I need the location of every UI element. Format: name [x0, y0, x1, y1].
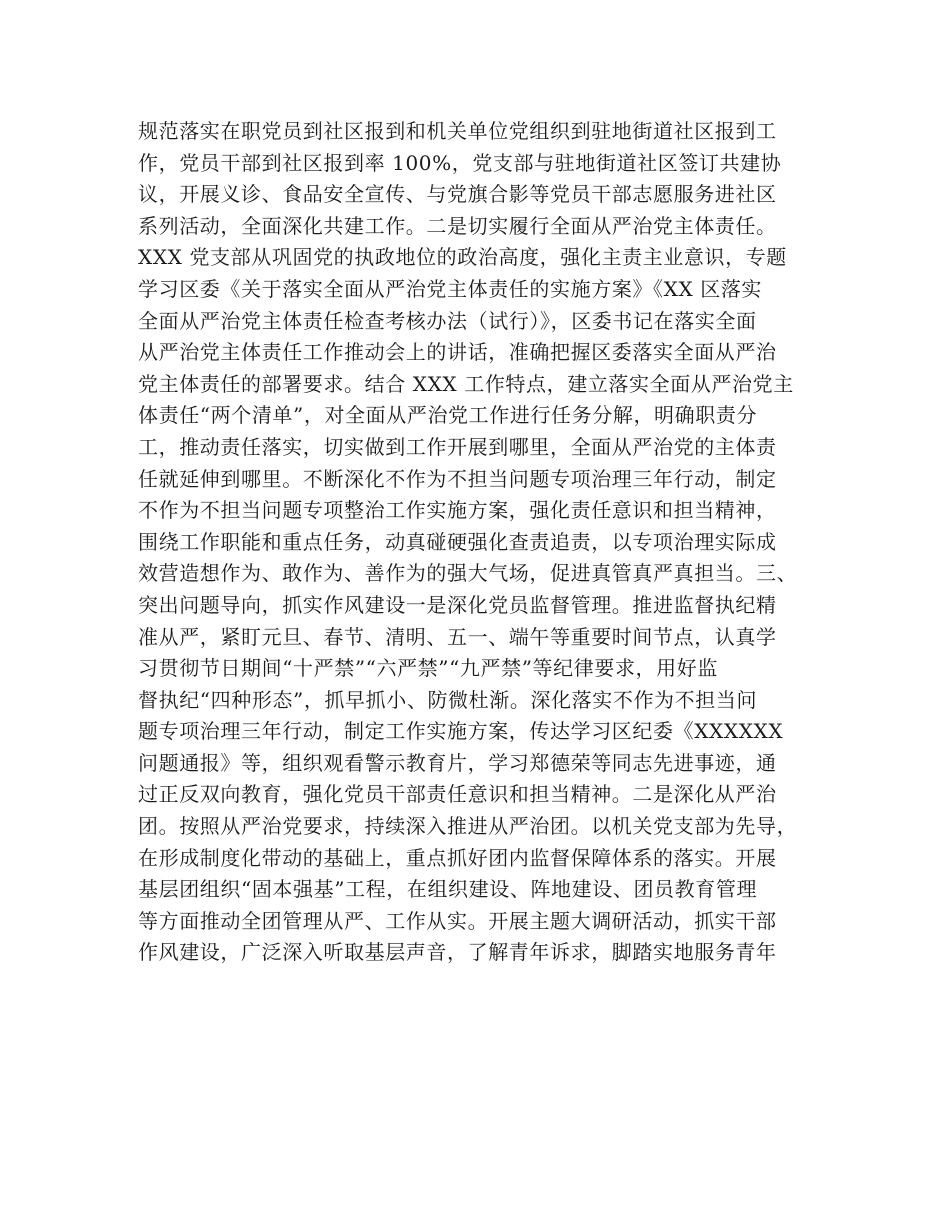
text-line: 基层团组织“固本强基”工程，在组织建设、阵地建设、团员教育管理	[138, 877, 758, 902]
text-line: XXX 党支部从巩固党的执政地位的政治高度，强化主责主业意识，专题	[138, 245, 787, 270]
text-line: 系列活动，全面深化共建工作。二是切实履行全面从严治党主体责任。	[138, 213, 777, 238]
text-line: 围绕工作职能和重点任务，动真碰硬强化查责追责，以专项治理实际成	[138, 529, 777, 554]
text-line: 在形成制度化带动的基础上，重点抓好团内监督保障体系的落实。开展	[138, 845, 777, 870]
text-line: 过正反双向教育，强化党员干部责任意识和担当精神。二是深化从严治	[138, 782, 777, 807]
text-line: 全面从严治党主体责任检查考核办法（试行）》，区委书记在落实全面	[138, 308, 757, 333]
text-line: 任就延伸到哪里。不断深化不作为不担当问题专项治理三年行动，制定	[138, 466, 777, 491]
text-line: 突出问题导向，抓实作风建设一是深化党员监督管理。推进监督执纪精	[138, 592, 777, 617]
text-line: 体责任“两个清单”，对全面从严治党工作进行任务分解，明确职责分	[138, 403, 758, 428]
text-line: 工，推动责任落实，切实做到工作开展到哪里，全面从严治党的主体责	[138, 434, 777, 459]
text-line: 议，开展义诊、食品安全宣传、与党旗合影等党员干部志愿服务进社区	[138, 182, 777, 207]
text-line: 问题通报》等，组织观看警示教育片，学习郑德荣等同志先进事迹，通	[138, 750, 777, 775]
text-line: 从严治党主体责任工作推动会上的讲话，准确把握区委落实全面从严治	[138, 340, 777, 365]
text-line: 团。按照从严治党要求，持续深入推进从严治团。以机关党支部为先导，	[138, 814, 798, 839]
text-line: 等方面推动全团管理从严、工作从实。开展主题大调研活动，抓实干部	[138, 908, 777, 933]
text-line: 准从严，紧盯元旦、春节、清明、五一、端午等重要时间节点，认真学	[138, 624, 777, 649]
text-line: 学习区委《关于落实全面从严治党主体责任的实施方案》《XX 区落实	[138, 276, 763, 301]
text-line: 作风建设，广泛深入听取基层声音，了解青年诉求，脚踏实地服务青年	[138, 940, 777, 965]
text-line: 作，党员干部到社区报到率 100%，党支部与驻地街道社区签订共建协	[138, 150, 782, 175]
text-line: 督执纪“四种形态”，抓早抓小、防微杜渐。深化落实不作为不担当问	[138, 687, 758, 712]
text-line: 习贯彻节日期间“十严禁”“六严禁”“九严禁”等纪律要求，用好监	[138, 656, 718, 681]
body-text	[138, 116, 828, 969]
text-line: 党主体责任的部署要求。结合 XXX 工作特点，建立落实全面从严治党主	[138, 371, 794, 396]
text-line: 题专项治理三年行动，制定工作实施方案，传达学习区纪委《XXXXXX	[138, 719, 784, 744]
text-line: 规范落实在职党员到社区报到和机关单位党组织到驻地街道社区报到工	[138, 119, 777, 143]
text-line: 效营造想作为、敢作为、善作为的强大气场，促进真管真严真担当。三、	[138, 561, 798, 586]
text-line: 不作为不担当问题专项整治工作实施方案，强化责任意识和担当精神，	[138, 498, 777, 523]
